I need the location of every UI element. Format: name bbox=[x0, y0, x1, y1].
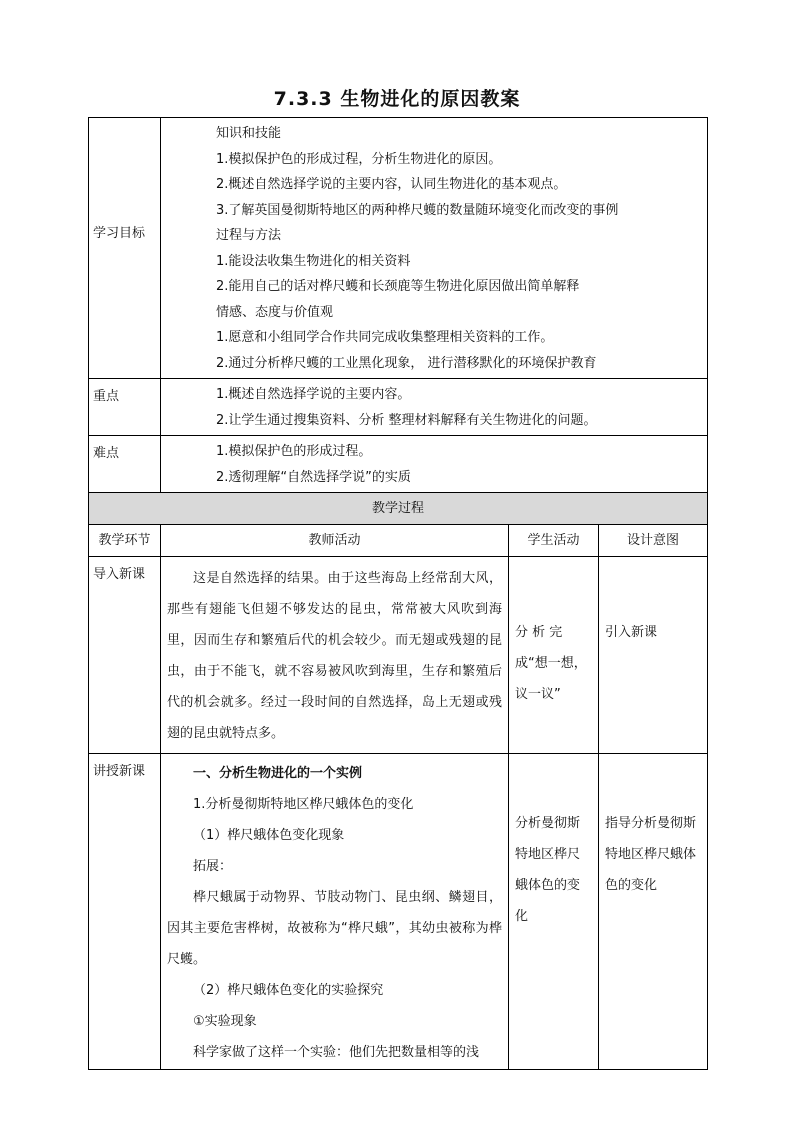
objective-line: 知识和技能 bbox=[216, 126, 282, 141]
lecture-line: 科学家做了这样一个实验：他们先把数量相等的浅 bbox=[193, 1045, 480, 1060]
lecture-line: 桦尺蛾属于动物界、节肢动物门、昆虫纲、鳞翅目，因其主要危害桦树，故被称为“桦尺蛾”，其幼虫被称为桦尺蠖。 bbox=[167, 890, 502, 967]
lesson-plan-table bbox=[88, 117, 708, 1070]
stage-intro: 导入新课 bbox=[89, 557, 161, 754]
difficulties-content bbox=[161, 436, 708, 493]
key-point-line: 2.让学生通过搜集资料、分析 整理材料解释有关生物进化的问题。 bbox=[216, 412, 597, 428]
student-activity-intro: 分 析 完 成“想一想，议一议” bbox=[509, 557, 599, 754]
stage-lecture: 讲授新课 bbox=[89, 754, 161, 1070]
objectives-label: 学习目标 bbox=[89, 118, 161, 379]
key-points-row bbox=[89, 379, 708, 436]
intent-intro: 引入新课 bbox=[599, 557, 708, 754]
objective-line: 情感、态度与价值观 bbox=[216, 304, 334, 320]
objective-line: 1.模拟保护色的形成过程，分析生物进化的原因。 bbox=[216, 151, 502, 167]
process-section-row bbox=[89, 493, 708, 525]
process-section-title: 教学过程 bbox=[89, 493, 708, 525]
objective-line: 2.能用自己的话对桦尺蠖和长颈鹿等生物进化原因做出简单解释 bbox=[216, 279, 580, 294]
key-points-content bbox=[161, 379, 708, 436]
header-stage: 教学环节 bbox=[89, 525, 161, 557]
lecture-line: （1）桦尺蛾体色变化现象 bbox=[193, 828, 345, 843]
objective-line: 过程与方法 bbox=[216, 228, 282, 243]
process-header-row bbox=[89, 525, 708, 557]
lecture-line: （2）桦尺蛾体色变化的实验探究 bbox=[193, 983, 384, 998]
difficulties-label: 难点 bbox=[89, 436, 161, 493]
teacher-activity-intro: 这是自然选择的结果。由于这些海岛上经常刮大风，那些有翅能飞但翅不够发达的昆虫，常常被大风吹到海里，因而生存和繁殖后代的机会较少。而无翅或残翅的昆虫，由于不能飞，就不容易被风吹到海里，生存和繁殖后代的机会就多。经过一段时间的自然选择，岛上无翅或残翅的昆虫就特点多。 bbox=[161, 557, 509, 754]
objective-line: 3.了解英国曼彻斯特地区的两种桦尺蠖的数量随环境变化而改变的事例 bbox=[216, 202, 619, 218]
document-title: 7.3.3 生物进化的原因教案 bbox=[273, 88, 521, 110]
lecture-line: 1.分析曼彻斯特地区桦尺蛾体色的变化 bbox=[193, 797, 414, 812]
difficulty-line: 1.模拟保护色的形成过程。 bbox=[216, 444, 372, 459]
header-intent: 设计意图 bbox=[599, 525, 708, 557]
key-points-label: 重点 bbox=[89, 379, 161, 436]
lecture-line: ①实验现象 bbox=[193, 1014, 257, 1029]
key-point-line: 1.概述自然选择学说的主要内容。 bbox=[216, 387, 411, 402]
teacher-activity-lecture bbox=[161, 754, 509, 1070]
table-row bbox=[89, 754, 708, 1070]
objective-line: 2.通过分析桦尺蠖的工业黑化现象， 进行潜移默化的环境保护教育 bbox=[216, 355, 597, 371]
objective-line: 2.概述自然选择学说的主要内容，认同生物进化的基本观点。 bbox=[216, 177, 567, 192]
lecture-line: 拓展： bbox=[193, 859, 233, 874]
difficulties-row bbox=[89, 436, 708, 493]
objectives-row bbox=[89, 118, 708, 379]
objective-line: 1.愿意和小组同学合作共同完成收集整理相关资料的工作。 bbox=[216, 330, 554, 345]
header-teacher: 教师活动 bbox=[161, 525, 509, 557]
objectives-content bbox=[161, 118, 708, 379]
objective-line: 1.能设法收集生物进化的相关资料 bbox=[216, 253, 411, 269]
header-student: 学生活动 bbox=[509, 525, 599, 557]
intent-lecture: 指导分析曼彻斯特地区桦尺蛾体色的变化 bbox=[599, 754, 708, 1070]
lecture-line: 一、分析生物进化的一个实例 bbox=[193, 766, 363, 781]
table-row bbox=[89, 557, 708, 754]
student-activity-lecture: 分析曼彻斯特地区桦尺蛾体色的变化 bbox=[509, 754, 599, 1070]
difficulty-line: 2.透彻理解“自然选择学说”的实质 bbox=[216, 469, 411, 485]
